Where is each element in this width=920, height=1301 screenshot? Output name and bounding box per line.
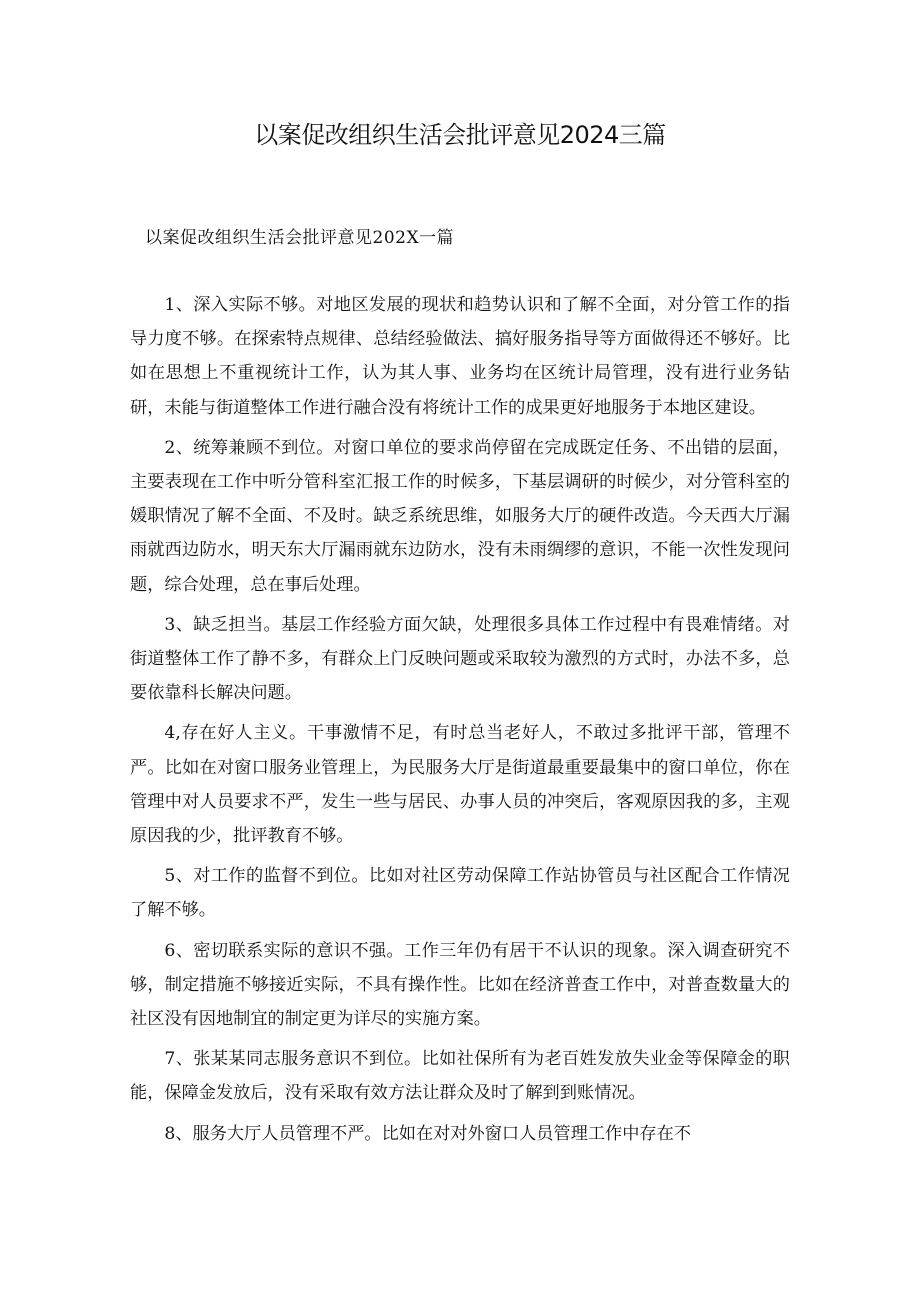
paragraph-1: 1、深入实际不够。对地区发展的现状和趋势认识和了解不全面，对分管工作的指导力度不够。在探索特点规律、总结经验做法、搞好服务指导等方面做得还不够好。比如在思想上不重视统计工作，认为其人事、业务均在区统计局管理，没有进行业务钻研，未能与街道整体工作进行融合没有将统计工作的成果更好地服务于本地区建设。	[130, 295, 790, 418]
paragraph-2: 2、统筹兼顾不到位。对窗口单位的要求尚停留在完成既定任务、不出错的层面，主要表现在工作中听分管科室汇报工作的时候多，下基层调研的时候少，对分管科室的媛职情况了解不全面、不及时。缺乏系统思维，如服务大厅的硬件改造。今天西大厅漏雨就西边防水，明天东大厅漏雨就东边防水，没有未雨绸缪的意识，不能一次性发现问题，综合处理，总在事后处理。	[130, 437, 790, 595]
paragraph-6: 6、密切联系实际的意识不强。工作三年仍有居干不认识的现象。深入调查研究不够，制定措施不够接近实际，不具有操作性。比如在经济普查工作中，对普查数量大的社区没有因地制宜的制定更为详尽的实施方案。	[130, 940, 790, 1030]
paragraph-3: 3、缺乏担当。基层工作经验方面欠缺，处理很多具体工作过程中有畏难情绪。对街道整体工作了静不多，有群众上门反映问题或采取较为激烈的方式时，办法不多，总要依靠科长解决问题。	[130, 614, 790, 704]
paragraph-5: 5、对工作的监督不到位。比如对社区劳动保障工作站协管员与社区配合工作情况了解不够。	[130, 866, 790, 921]
paragraph-7: 7、张某某同志服务意识不到位。比如社保所有为老百姓发放失业金等保障金的职能，保障金发放后，没有采取有效方法让群众及时了解到到账情况。	[130, 1049, 790, 1104]
paragraph-4: 4,存在好人主义。干事激情不足，有时总当老好人，不敢过多批评干部，管理不严。比如在对窗口服务业管理上，为民服务大厅是街道最重要最集中的窗口单位，你在管理中对人员要求不严，发生一些与居民、办事人员的冲突后，客观原因我的多，主观原因我的少，批评教育不够。	[130, 723, 790, 847]
document-body	[130, 288, 790, 1157]
paragraph-8: 8、服务大厅人员管理不严。比如在对对外窗口人员管理工作中存在不	[164, 1123, 691, 1144]
section-subtitle: 以案促改组织生活会批评意见202X一篇	[145, 228, 455, 248]
document-title: 以案促改组织生活会批评意见2024三篇	[254, 121, 666, 149]
